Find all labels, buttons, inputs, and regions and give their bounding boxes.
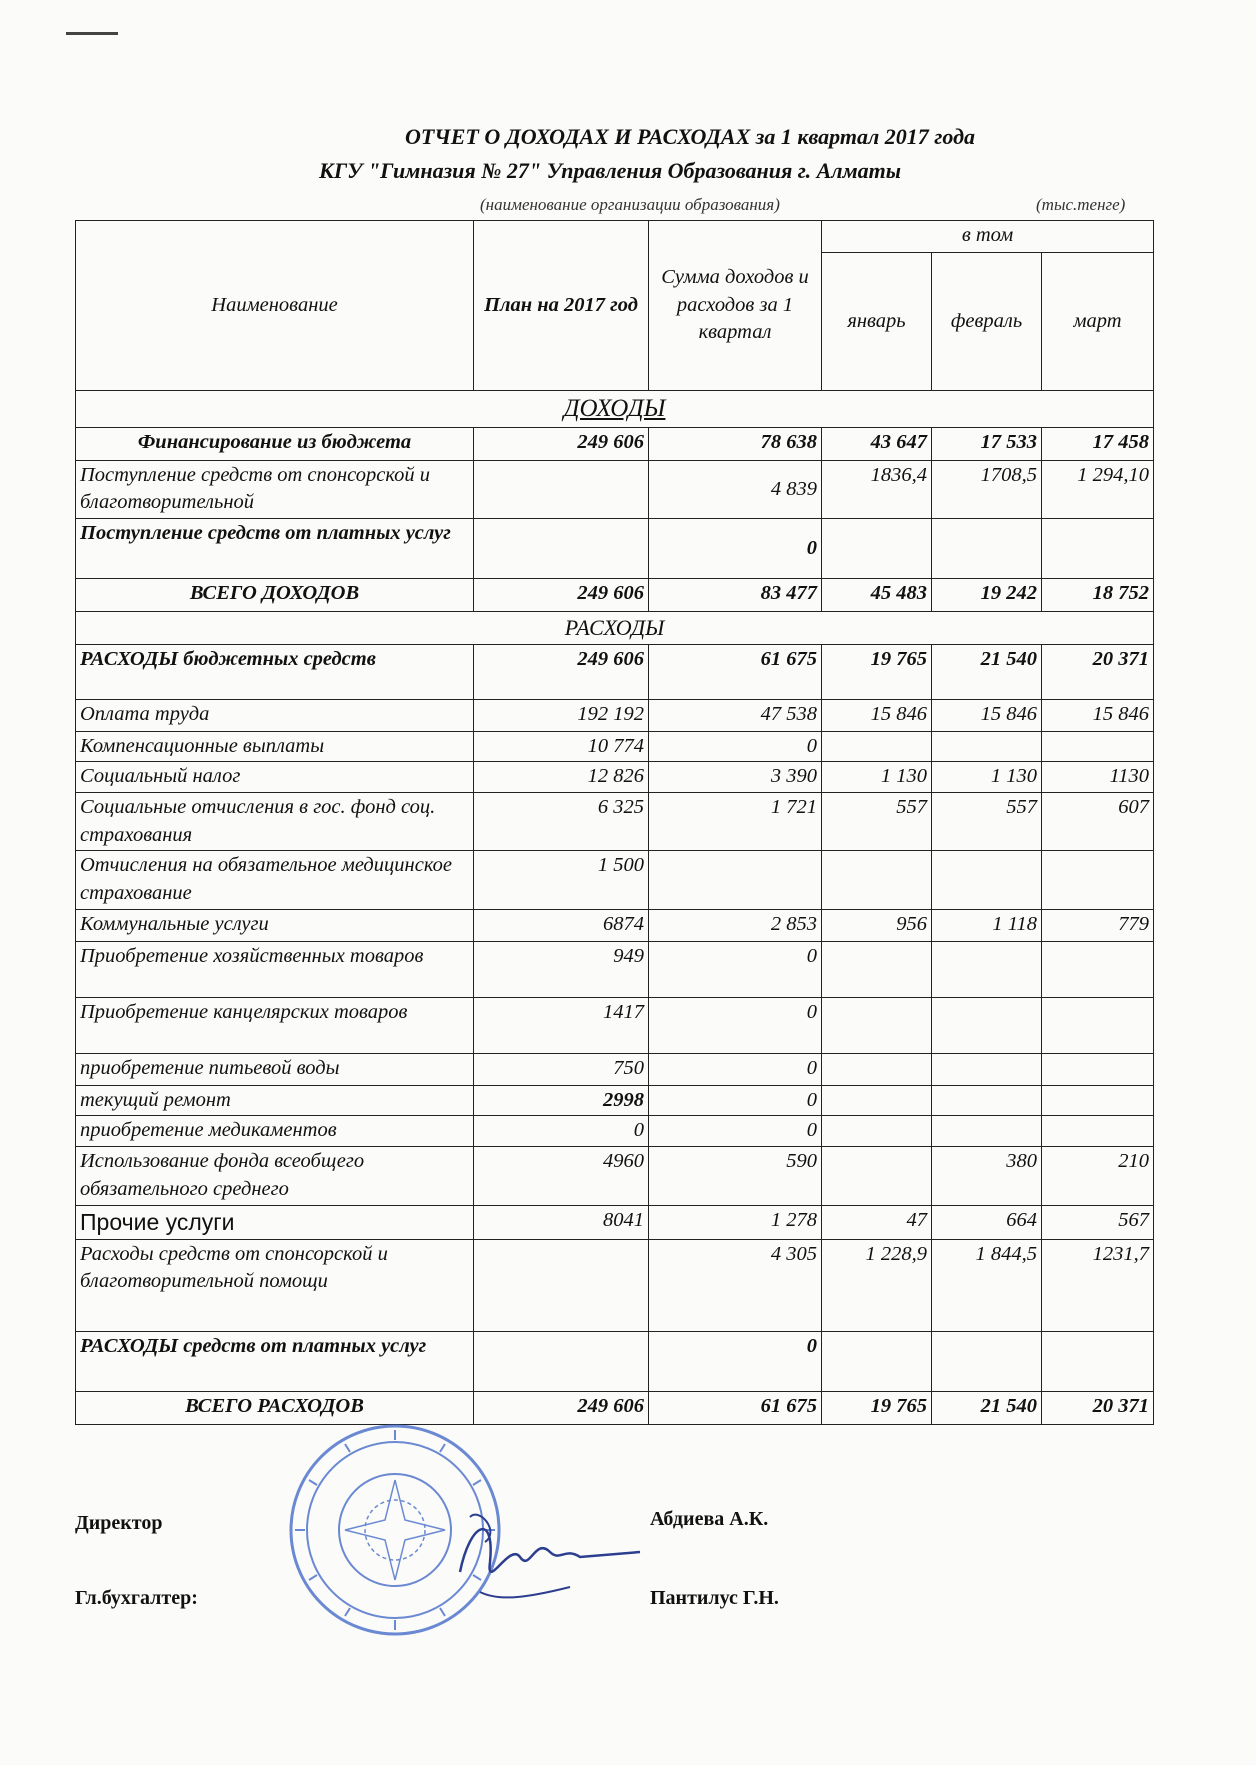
table-row [76, 1085, 1154, 1116]
row-feb-cell [932, 997, 1042, 1053]
table-row [76, 1205, 1154, 1239]
row-plan-cell: 249 606 [474, 427, 649, 460]
row-plan-cell: 249 606 [474, 644, 649, 699]
row-sum-cell: 1 721 [649, 793, 822, 851]
row-sum-cell: 4 305 [649, 1239, 822, 1331]
row-mar-cell: 210 [1042, 1147, 1154, 1205]
row-plan-cell: 4960 [474, 1147, 649, 1205]
row-mar-cell [1042, 997, 1154, 1053]
row-mar-cell [1042, 941, 1154, 997]
row-name-cell: РАСХОДЫ средств от платных услуг [76, 1331, 474, 1391]
table-row [76, 762, 1154, 793]
row-feb-cell: 664 [932, 1205, 1042, 1239]
row-feb-cell: 1708,5 [932, 460, 1042, 518]
row-jan-cell [822, 851, 932, 909]
row-feb-cell [932, 1331, 1042, 1391]
row-name-cell: приобретение медикаментов [76, 1116, 474, 1147]
row-name-cell: РАСХОДЫ бюджетных средств [76, 644, 474, 699]
row-plan-cell: 1417 [474, 997, 649, 1053]
row-mar-cell: 1130 [1042, 762, 1154, 793]
row-name-cell: Использование фонда всеобщего обязательного среднего [76, 1147, 474, 1205]
row-plan-cell: 8041 [474, 1205, 649, 1239]
row-sum-cell: 0 [649, 519, 822, 579]
report-table [75, 220, 1154, 1425]
row-feb-cell: 17 533 [932, 427, 1042, 460]
row-jan-cell: 19 765 [822, 644, 932, 699]
col-plan-header: План на 2017 год [474, 221, 649, 391]
row-sum-cell: 0 [649, 1053, 822, 1085]
row-name-cell: Приобретение канцелярских товаров [76, 997, 474, 1053]
row-jan-cell: 19 765 [822, 1391, 932, 1424]
units-note: (тыс.тенге) [1036, 195, 1126, 214]
row-mar-cell: 20 371 [1042, 1391, 1154, 1424]
row-sum-cell [649, 851, 822, 909]
row-mar-cell: 15 846 [1042, 699, 1154, 731]
row-mar-cell: 779 [1042, 909, 1154, 941]
table-row [76, 1239, 1154, 1331]
row-mar-cell: 20 371 [1042, 644, 1154, 699]
row-plan-cell: 12 826 [474, 762, 649, 793]
row-plan-cell: 1 500 [474, 851, 649, 909]
row-name-cell: Социальные отчисления в гос. фонд соц. страхования [76, 793, 474, 851]
table-row [76, 644, 1154, 699]
row-mar-cell: 607 [1042, 793, 1154, 851]
row-sum-cell: 83 477 [649, 579, 822, 612]
row-jan-cell [822, 1331, 932, 1391]
row-sum-cell: 61 675 [649, 1391, 822, 1424]
organization-name: КГУ "Гимназия № 27" Управления Образования г. Алматы [318, 158, 902, 183]
row-plan-cell [474, 1239, 649, 1331]
report-title: ОТЧЕТ О ДОХОДАХ И РАСХОДАХ за 1 квартал 2017 года [404, 124, 976, 149]
row-sum-cell: 47 538 [649, 699, 822, 731]
row-jan-cell [822, 997, 932, 1053]
row-sum-cell: 0 [649, 941, 822, 997]
table-row [76, 1331, 1154, 1391]
row-feb-cell [932, 1053, 1042, 1085]
row-feb-cell: 1 844,5 [932, 1239, 1042, 1331]
row-sum-cell: 0 [649, 731, 822, 762]
row-feb-cell [932, 941, 1042, 997]
table-row [76, 519, 1154, 579]
row-mar-cell: 18 752 [1042, 579, 1154, 612]
col-jan-header: январь [822, 253, 932, 391]
row-sum-cell: 1 278 [649, 1205, 822, 1239]
row-jan-cell: 43 647 [822, 427, 932, 460]
row-jan-cell: 45 483 [822, 579, 932, 612]
col-group-header: в том [822, 221, 1154, 253]
row-jan-cell: 1836,4 [822, 460, 932, 518]
row-feb-cell [932, 851, 1042, 909]
scan-mark [66, 32, 118, 35]
row-sum-cell: 61 675 [649, 644, 822, 699]
row-jan-cell [822, 1085, 932, 1116]
row-mar-cell: 1 294,10 [1042, 460, 1154, 518]
row-mar-cell [1042, 1053, 1154, 1085]
row-feb-cell [932, 731, 1042, 762]
row-mar-cell: 17 458 [1042, 427, 1154, 460]
table-row [76, 699, 1154, 731]
table-row [76, 909, 1154, 941]
row-feb-cell [932, 1085, 1042, 1116]
row-jan-cell: 956 [822, 909, 932, 941]
row-jan-cell: 1 130 [822, 762, 932, 793]
row-mar-cell [1042, 851, 1154, 909]
row-name-cell: Социальный налог [76, 762, 474, 793]
row-name-cell: текущий ремонт [76, 1085, 474, 1116]
row-plan-cell: 249 606 [474, 579, 649, 612]
row-feb-cell: 1 130 [932, 762, 1042, 793]
table-row [76, 1147, 1154, 1205]
table-row [76, 793, 1154, 851]
row-name-cell: ВСЕГО ДОХОДОВ [76, 579, 474, 612]
table-row [76, 1391, 1154, 1424]
row-feb-cell: 21 540 [932, 1391, 1042, 1424]
row-mar-cell: 1231,7 [1042, 1239, 1154, 1331]
row-name-cell: Приобретение хозяйственных товаров [76, 941, 474, 997]
row-plan-cell: 10 774 [474, 731, 649, 762]
row-plan-cell: 6874 [474, 909, 649, 941]
row-feb-cell: 19 242 [932, 579, 1042, 612]
col-name-header: Наименование [76, 221, 474, 391]
row-mar-cell [1042, 1116, 1154, 1147]
row-feb-cell: 557 [932, 793, 1042, 851]
row-mar-cell [1042, 1331, 1154, 1391]
row-name-cell: Поступление средств от спонсорской и благотворительной [76, 460, 474, 518]
row-plan-cell: 6 325 [474, 793, 649, 851]
row-jan-cell [822, 519, 932, 579]
table-row [76, 427, 1154, 460]
row-plan-cell [474, 1331, 649, 1391]
row-mar-cell [1042, 519, 1154, 579]
col-sum-header: Сумма доходов и расходов за 1 квартал [649, 221, 822, 391]
row-name-cell: Финансирование из бюджета [76, 427, 474, 460]
table-row [76, 731, 1154, 762]
row-plan-cell: 750 [474, 1053, 649, 1085]
row-sum-cell: 3 390 [649, 762, 822, 793]
row-sum-cell: 4 839 [649, 460, 822, 518]
table-row [76, 579, 1154, 612]
row-jan-cell [822, 941, 932, 997]
row-name-cell: Оплата труда [76, 699, 474, 731]
row-plan-cell: 192 192 [474, 699, 649, 731]
table-row [76, 851, 1154, 909]
row-sum-cell: 0 [649, 1085, 822, 1116]
income-rows [76, 427, 1154, 611]
table-header-row [76, 221, 1154, 253]
row-jan-cell: 15 846 [822, 699, 932, 731]
row-name-cell: Компенсационные выплаты [76, 731, 474, 762]
row-sum-cell: 0 [649, 997, 822, 1053]
income-section-header: ДОХОДЫ [76, 391, 1154, 428]
row-jan-cell [822, 1116, 932, 1147]
row-mar-cell: 567 [1042, 1205, 1154, 1239]
section-row [76, 391, 1154, 428]
row-mar-cell [1042, 731, 1154, 762]
row-plan-cell [474, 460, 649, 518]
table-row [76, 1116, 1154, 1147]
row-plan-cell: 0 [474, 1116, 649, 1147]
row-feb-cell [932, 519, 1042, 579]
row-sum-cell: 2 853 [649, 909, 822, 941]
table-row [76, 460, 1154, 518]
table-row [76, 997, 1154, 1053]
table-row [76, 941, 1154, 997]
row-plan-cell [474, 519, 649, 579]
row-feb-cell: 380 [932, 1147, 1042, 1205]
director-name: Абдиева А.К. [650, 1508, 769, 1530]
row-jan-cell: 1 228,9 [822, 1239, 932, 1331]
director-label: Директор [75, 1512, 163, 1534]
row-jan-cell: 47 [822, 1205, 932, 1239]
row-plan-cell: 2998 [474, 1085, 649, 1116]
row-sum-cell: 0 [649, 1116, 822, 1147]
expense-rows [76, 644, 1154, 1424]
expense-section-header: РАСХОДЫ [76, 612, 1154, 645]
row-feb-cell: 1 118 [932, 909, 1042, 941]
col-mar-header: март [1042, 253, 1154, 391]
row-jan-cell [822, 1147, 932, 1205]
row-plan-cell: 249 606 [474, 1391, 649, 1424]
handwritten-signature [440, 1502, 650, 1622]
row-feb-cell: 15 846 [932, 699, 1042, 731]
row-mar-cell [1042, 1085, 1154, 1116]
col-feb-header: февраль [932, 253, 1042, 391]
table-row [76, 1053, 1154, 1085]
accountant-label: Гл.бухгалтер: [75, 1587, 198, 1609]
row-jan-cell [822, 1053, 932, 1085]
row-name-cell: приобретение питьевой воды [76, 1053, 474, 1085]
row-name-cell: Отчисления на обязательное медицинское страхование [76, 851, 474, 909]
accountant-name: Пантилус Г.Н. [650, 1587, 779, 1609]
row-name-cell: Поступление средств от платных услуг [76, 519, 474, 579]
row-name-cell: Прочие услуги [76, 1205, 474, 1239]
row-sum-cell: 78 638 [649, 427, 822, 460]
row-plan-cell: 949 [474, 941, 649, 997]
row-name-cell: Коммунальные услуги [76, 909, 474, 941]
row-feb-cell: 21 540 [932, 644, 1042, 699]
row-jan-cell: 557 [822, 793, 932, 851]
row-name-cell: Расходы средств от спонсорской и благотворительной помощи [76, 1239, 474, 1331]
row-sum-cell: 590 [649, 1147, 822, 1205]
section-row [76, 612, 1154, 645]
row-feb-cell [932, 1116, 1042, 1147]
organization-note: (наименование организации образования) [480, 195, 780, 214]
row-sum-cell: 0 [649, 1331, 822, 1391]
row-name-cell: ВСЕГО РАСХОДОВ [76, 1391, 474, 1424]
row-jan-cell [822, 731, 932, 762]
